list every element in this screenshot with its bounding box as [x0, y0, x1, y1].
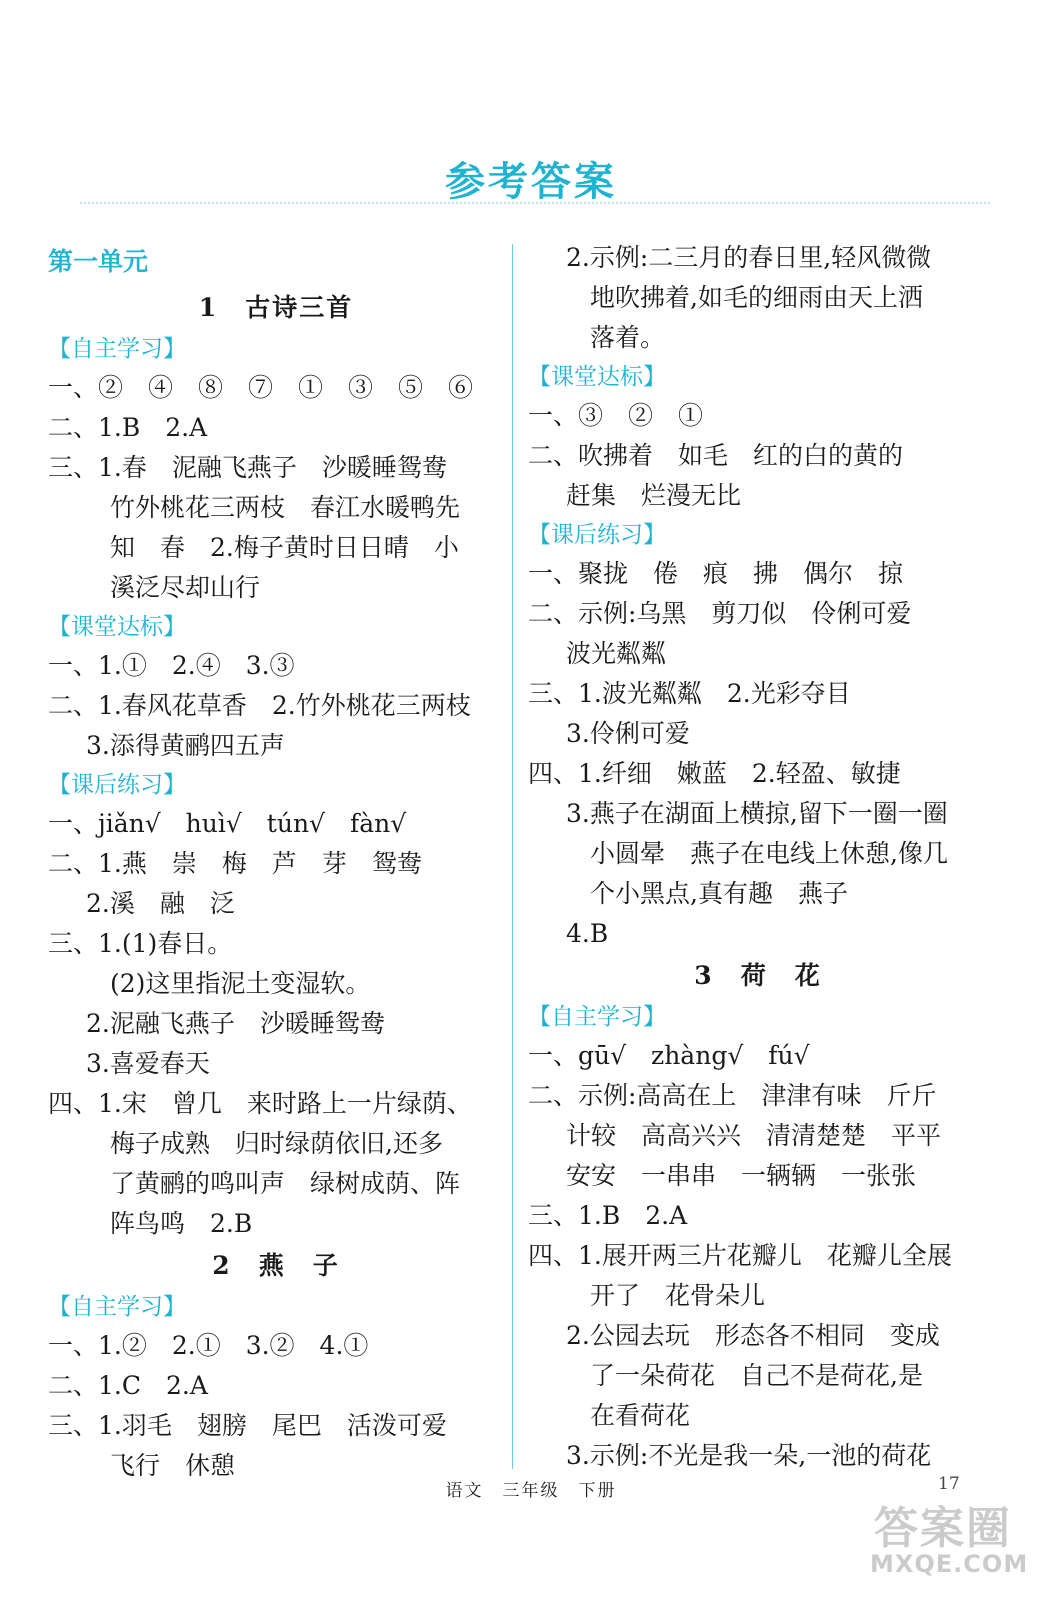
answer-line: 三、1.羽毛 翅膀 尾巴 活泼可爱	[48, 1411, 447, 1440]
answer-line: 二、1.C 2.A	[48, 1371, 208, 1400]
answer-line: 一、1.① 2.④ 3.③	[48, 651, 295, 680]
answer-line: 二、1.B 2.A	[48, 413, 208, 442]
answer-line: 四、1.展开两三片花瓣儿 花瓣儿全展	[528, 1241, 952, 1270]
answer-line: 二、吹拂着 如毛 红的白的黄的	[528, 441, 904, 470]
answer-line: 2.示例:二三月的春日里,轻风微微	[566, 243, 932, 272]
section-label: 【自主学习】	[48, 1294, 186, 1320]
answer-line: 四、1.宋 曾几 来时路上一片绿荫、	[48, 1089, 472, 1118]
page-title: 参考答案	[445, 159, 617, 205]
answer-line: 3.燕子在湖面上横掠,留下一圈一圈	[566, 799, 948, 828]
answer-line: 开了 花骨朵儿	[590, 1281, 766, 1310]
section-label: 【课堂达标】	[48, 614, 186, 640]
answer-line: 飞行 休憩	[110, 1451, 236, 1480]
lesson-title: 2 燕 子	[212, 1251, 340, 1280]
answer-line: 知 春 2.梅子黄时日日晴 小	[110, 533, 459, 562]
answer-line: 在看荷花	[590, 1401, 691, 1430]
answer-line: 二、示例:乌黑 剪刀似 伶俐可爱	[528, 599, 912, 628]
answer-line: 地吹拂着,如毛的细雨由天上洒	[590, 283, 923, 312]
section-label: 【课堂达标】	[528, 364, 666, 390]
page-number: 17	[938, 1474, 960, 1494]
answer-line: 一、1.② 2.① 3.② 4.①	[48, 1331, 369, 1360]
answer-line: 阵鸟鸣 2.B	[110, 1209, 253, 1238]
answer-line: 溪泛尽却山行	[110, 573, 261, 602]
answer-line: 二、1.春风花草香 2.竹外桃花三两枝	[48, 691, 471, 720]
watermark-logo	[870, 1490, 1050, 1590]
section-label: 【自主学习】	[48, 336, 186, 362]
answer-line: 四、1.纤细 嫩蓝 2.轻盈、敏捷	[528, 759, 901, 788]
answer-line: 4.B	[566, 919, 609, 948]
answer-line: 个小黑点,真有趣 燕子	[590, 879, 848, 908]
answer-line: 3.添得黄鹂四五声	[86, 731, 285, 760]
watermark-url: MXQE.COM	[870, 1550, 1029, 1578]
answer-line: 二、示例:高高在上 津津有味 斤斤	[528, 1081, 937, 1110]
answer-line: 3.喜爱春天	[86, 1049, 210, 1078]
answer-line: 2.公园去玩 形态各不相同 变成	[566, 1321, 940, 1350]
answer-line: 3.示例:不光是我一朵,一池的荷花	[566, 1441, 932, 1470]
answer-line: 了一朵荷花 自己不是荷花,是	[590, 1361, 923, 1390]
title-divider	[80, 202, 990, 204]
column-divider	[512, 244, 513, 1469]
answer-line: 一、② ④ ⑧ ⑦ ① ③ ⑤ ⑥	[48, 373, 474, 402]
lesson-title: 3 荷 花	[694, 961, 822, 990]
answer-line: 三、1.B 2.A	[528, 1201, 688, 1230]
answer-line: 波光粼粼	[566, 639, 667, 668]
answer-line: 三、1.波光粼粼 2.光彩夺目	[528, 679, 851, 708]
answer-line: 一、聚拢 倦 痕 拂 偶尔 掠	[528, 559, 904, 588]
answer-line: (2)这里指泥土变湿软。	[110, 969, 371, 998]
answer-line: 三、1.春 泥融飞燕子 沙暖睡鸳鸯	[48, 453, 447, 482]
answer-line: 一、③ ② ①	[528, 401, 704, 430]
unit-heading: 第一单元	[48, 247, 149, 276]
answer-line: 梅子成熟 归时绿荫依旧,还多	[110, 1129, 443, 1158]
answer-line: 二、1.燕 崇 梅 芦 芽 鸳鸯	[48, 849, 422, 878]
page-footer: 语文 三年级 下册	[445, 1481, 617, 1501]
answer-line: 一、gū√ zhàng√ fú√	[528, 1041, 810, 1070]
answer-line: 一、jiǎn√ huì√ tún√ fàn√	[48, 809, 407, 838]
answer-line: 竹外桃花三两枝 春江水暖鸭先	[110, 493, 461, 522]
answer-line: 三、1.(1)春日。	[48, 929, 233, 958]
answer-line: 2.泥融飞燕子 沙暖睡鸳鸯	[86, 1009, 385, 1038]
answer-line: 计较 高高兴兴 清清楚楚 平平	[566, 1121, 942, 1150]
watermark-logo-text: 答案圈	[874, 1503, 1012, 1554]
lesson-title: 1 古诗三首	[198, 293, 354, 322]
left-column	[48, 238, 504, 1486]
answer-line: 小圆晕 燕子在电线上休憩,像几	[590, 839, 948, 868]
answer-line: 安安 一串串 一辆辆 一张张	[566, 1161, 917, 1190]
answer-line: 落着。	[590, 323, 666, 352]
answer-line: 了黄鹂的鸣叫声 绿树成荫、阵	[110, 1169, 461, 1198]
right-column	[528, 238, 988, 1476]
section-label: 【课后练习】	[48, 772, 186, 798]
section-label: 【自主学习】	[528, 1004, 666, 1030]
section-label: 【课后练习】	[528, 522, 666, 548]
answer-line: 2.溪 融 泛	[86, 889, 235, 918]
answer-line: 3.伶俐可爱	[566, 719, 690, 748]
answer-line: 赶集 烂漫无比	[566, 481, 742, 510]
